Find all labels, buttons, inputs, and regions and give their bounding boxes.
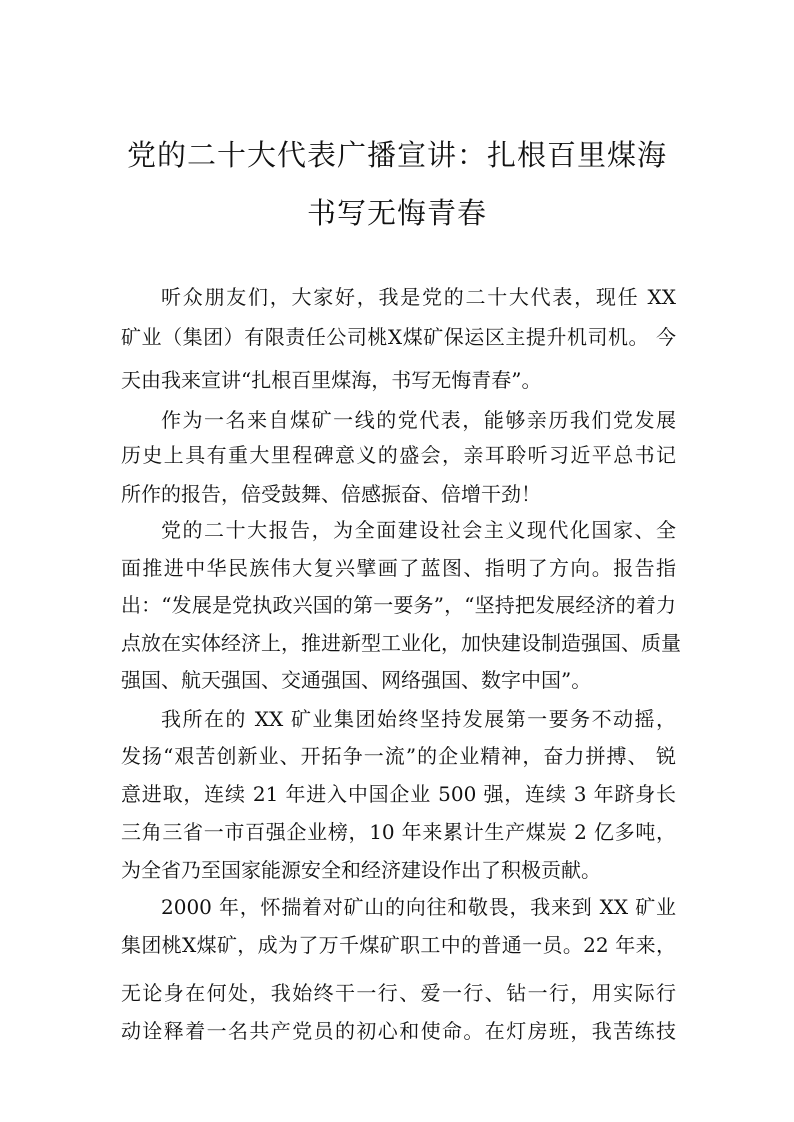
- paragraph-line: 作为一名来自煤矿一线的党代表，能够亲历我们党发展: [161, 408, 676, 432]
- paragraph-line: 历史上具有重大里程碑意义的盛会，亲耳聆听习近平总书记: [121, 443, 676, 467]
- paragraph-line: 为全省乃至国家能源安全和经济建设作出了积极贡献。: [121, 858, 601, 882]
- paragraph-line: 无论身在何处，我始终干一行、爱一行、钻一行，用实际行: [121, 981, 676, 1005]
- paragraph-line: 动诠释着一名共产党员的初心和使命。在灯房班，我苦练技: [121, 1019, 676, 1043]
- paragraph-line: 集团桃X煤矿，成为了万千煤矿职工中的普通一员。22 年来，: [121, 933, 676, 957]
- title-line-1: 党的二十大代表广播宣讲：扎根百里煤海: [126, 138, 667, 172]
- paragraph-line: 听众朋友们，大家好，我是党的二十大代表，现任 XX: [161, 285, 676, 309]
- paragraph-line: 意进取，连续 21 年进入中国企业 500 强，连续 3 年跻身长: [121, 782, 676, 806]
- paragraph-line: 矿业（集团）有限责任公司桃X煤矿保运区主提升机司机。 今: [121, 325, 676, 349]
- paragraph-line: 三角三省一市百强企业榜，10 年来累计生产煤炭 2 亿多吨，: [121, 820, 676, 844]
- paragraph-line: 出：“发展是党执政兴国的第一要务”，“坚持把发展经济的着力: [121, 593, 676, 617]
- paragraph-line: 我所在的 XX 矿业集团始终坚持发展第一要务不动摇，: [161, 707, 676, 731]
- paragraph-line: 发扬“艰苦创新业、开拓争一流”的企业精神，奋力拼搏、 锐: [121, 744, 676, 768]
- paragraph-line: 面推进中华民族伟大复兴擘画了蓝图、指明了方向。报告指: [121, 556, 676, 580]
- paragraph-line: 所作的报告，倍受鼓舞、倍感振奋、倍增干劲！: [121, 482, 541, 506]
- paragraph-line: 点放在实体经济上，推进新型工业化，加快建设制造强国、质量: [121, 631, 681, 655]
- paragraph-line: 天由我来宣讲“扎根百里煤海，书写无悔青春”。: [121, 368, 542, 392]
- paragraph-line: 党的二十大报告，为全面建设社会主义现代化国家、全: [161, 518, 676, 542]
- paragraph-line: 强国、航天强国、交通强国、网络强国、数字中国”。: [121, 668, 592, 692]
- paragraph-line: 2000 年，怀揣着对矿山的向往和敬畏，我来到 XX 矿业: [161, 895, 676, 919]
- title-line-2: 书写无悔青春: [306, 196, 487, 230]
